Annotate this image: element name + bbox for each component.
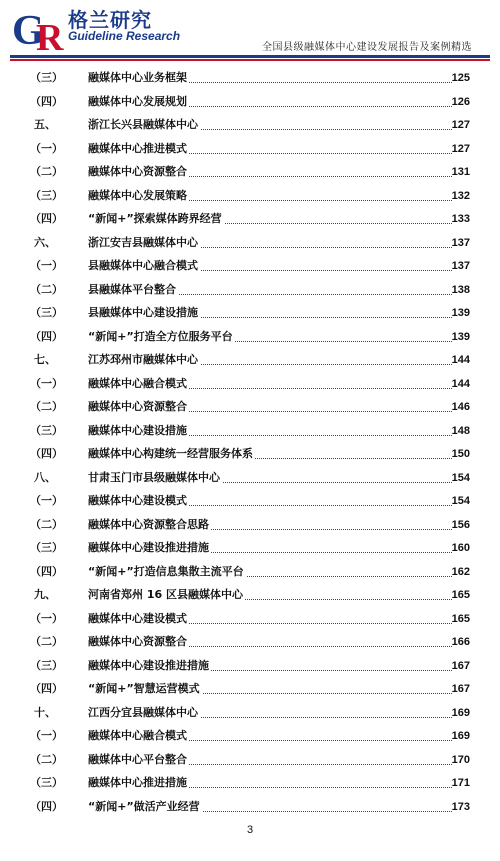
toc-entry-page: 146 xyxy=(451,401,470,413)
toc-entry-number: （二） xyxy=(30,635,63,648)
toc-entry-page: 137 xyxy=(451,236,470,249)
toc-entry-title: 融媒体中心建设模式 xyxy=(88,609,189,629)
toc-entry-page: 167 xyxy=(451,683,470,695)
toc-entry[interactable] xyxy=(0,303,500,323)
toc-entry[interactable] xyxy=(0,797,500,817)
toc-entry-page: 165 xyxy=(451,589,470,601)
toc-entry-page: 154 xyxy=(451,495,470,507)
toc-entry-title: 浙江安吉县融媒体中心 xyxy=(88,233,200,253)
toc-entry-title: 融媒体中心资源整合思路 xyxy=(88,515,211,535)
toc-entry[interactable] xyxy=(0,139,500,159)
toc-entry[interactable] xyxy=(0,538,500,558)
toc-entry[interactable] xyxy=(0,632,500,652)
toc-entry-title: 融媒体中心建设推进措施 xyxy=(88,656,211,676)
toc-entry-title: 融媒体中心发展规划 xyxy=(88,92,189,112)
toc-entry[interactable] xyxy=(0,350,500,370)
toc-entry-page: 138 xyxy=(451,283,470,296)
toc-entry-page: 148 xyxy=(451,424,470,437)
toc-entry[interactable] xyxy=(0,656,500,676)
toc-entry-title: 甘肃玉门市县级融媒体中心 xyxy=(88,468,222,488)
toc-entry-title: 融媒体中心业务框架 xyxy=(88,68,189,88)
toc-entry[interactable] xyxy=(0,68,500,88)
toc-entry-title: 浙江长兴县融媒体中心 xyxy=(88,115,200,135)
toc-entry-page: 125 xyxy=(451,72,470,84)
toc-entry[interactable] xyxy=(0,679,500,699)
toc-entry-page: 170 xyxy=(451,753,470,766)
toc-entry-page: 139 xyxy=(451,330,470,343)
toc-entry[interactable] xyxy=(0,421,500,441)
toc-entry-title: 融媒体中心融合模式 xyxy=(88,726,189,746)
toc-entry-number: （四） xyxy=(30,94,63,108)
toc-entry-number: （四） xyxy=(30,212,63,225)
toc-entry-title: 融媒体中心推进措施 xyxy=(88,773,189,793)
toc-entry[interactable] xyxy=(0,186,500,206)
toc-entry-page: 166 xyxy=(451,636,470,648)
toc-entry-page: 167 xyxy=(451,659,470,672)
header-divider-blue xyxy=(10,55,490,58)
toc-entry-title: 融媒体中心平台整合 xyxy=(88,750,189,770)
toc-entry[interactable] xyxy=(0,726,500,746)
toc-entry-number: （一） xyxy=(30,376,63,390)
toc-entry-page: 162 xyxy=(451,565,470,578)
toc-entry-number: （一） xyxy=(30,611,63,625)
logo-chinese-text: 格兰研究 xyxy=(68,8,152,32)
toc-entry-title: “新闻+”打造全方位服务平台 xyxy=(88,327,235,347)
toc-entry-title: 江苏邳州市融媒体中心 xyxy=(88,350,200,370)
toc-entry-page: 169 xyxy=(451,730,470,742)
toc-entry-page: 150 xyxy=(451,448,470,460)
toc-entry-title: 融媒体中心推进模式 xyxy=(88,139,189,159)
toc-entry-page: 144 xyxy=(451,377,470,390)
toc-entry[interactable] xyxy=(0,609,500,629)
toc-entry-number: （三） xyxy=(30,306,63,319)
toc-entry-page: 127 xyxy=(451,142,470,155)
toc-entry[interactable] xyxy=(0,515,500,535)
svg-text:R: R xyxy=(36,17,64,52)
toc-entry[interactable] xyxy=(0,773,500,793)
toc-entry-number: （四） xyxy=(30,682,63,695)
toc-entry-number: （二） xyxy=(30,400,63,413)
toc-entry-page: 139 xyxy=(451,307,470,319)
toc-entry-page: 169 xyxy=(451,706,470,719)
toc-entry-title: 江西分宜县融媒体中心 xyxy=(88,703,200,723)
toc-entry-title: 融媒体中心建设措施 xyxy=(88,421,189,441)
toc-entry[interactable] xyxy=(0,468,500,488)
toc-entry-title: 融媒体中心资源整合 xyxy=(88,162,189,182)
toc-entry[interactable] xyxy=(0,327,500,347)
toc-entry[interactable] xyxy=(0,92,500,112)
toc-entry-page: 171 xyxy=(451,777,470,789)
toc-entry-title: 融媒体中心建设模式 xyxy=(88,491,189,511)
toc-entry-number: （二） xyxy=(30,752,63,766)
toc-entry-number: 七、 xyxy=(34,353,56,366)
toc-entry-title: “新闻+”打造信息集散主流平台 xyxy=(88,562,246,582)
toc-entry-page: 154 xyxy=(451,471,470,484)
header-divider-red xyxy=(10,59,490,61)
toc-entry-page: 131 xyxy=(451,166,470,178)
toc-entry[interactable] xyxy=(0,209,500,229)
toc-entry-number: （四） xyxy=(30,447,63,460)
toc-entry-number: （三） xyxy=(30,658,63,672)
toc-entry-number: （四） xyxy=(30,329,63,343)
svg-text:G: G xyxy=(12,8,45,52)
report-title: 全国县级融媒体中心建设发展报告及案例精选 xyxy=(262,42,472,53)
toc-entry-number: （二） xyxy=(30,517,63,531)
toc-entry-page: 132 xyxy=(451,189,470,202)
toc-entry-page: 127 xyxy=(451,119,470,131)
toc-entry-number: （二） xyxy=(30,165,63,178)
toc-entry[interactable] xyxy=(0,280,500,300)
toc-entry-title: 河南省郑州 16 区县融媒体中心 xyxy=(88,585,245,605)
toc-entry-number: （二） xyxy=(30,282,63,296)
toc-entry[interactable] xyxy=(0,397,500,417)
page-number: 3 xyxy=(246,824,254,836)
toc-entry-title: 融媒体中心资源整合 xyxy=(88,632,189,652)
toc-entry[interactable] xyxy=(0,162,500,182)
toc-entry[interactable] xyxy=(0,256,500,276)
toc-entry-page: 137 xyxy=(451,260,470,272)
toc-entry[interactable] xyxy=(0,750,500,770)
toc-entry-number: （三） xyxy=(30,541,63,554)
toc-entry-number: （三） xyxy=(30,423,63,437)
toc-entry-title: 融媒体中心融合模式 xyxy=(88,374,189,394)
toc-entry-page: 133 xyxy=(451,213,470,225)
toc-entry-number: 六、 xyxy=(34,235,56,249)
toc-entry-number: （四） xyxy=(30,564,63,578)
toc-entry-number: （三） xyxy=(30,188,63,202)
toc-entry-title: 融媒体中心发展策略 xyxy=(88,186,189,206)
toc-entry[interactable] xyxy=(0,491,500,511)
toc-entry-page: 160 xyxy=(451,542,470,554)
toc-entry[interactable] xyxy=(0,233,500,253)
page-header xyxy=(0,0,500,62)
toc-entry-number: （一） xyxy=(30,729,63,742)
toc-entry-number: 九、 xyxy=(34,588,56,601)
toc-entry-title: 融媒体中心构建统一经营服务体系 xyxy=(88,444,255,464)
toc-entry-title: “新闻+”智慧运营模式 xyxy=(88,679,202,699)
toc-entry-page: 126 xyxy=(451,95,470,108)
toc-entry-title: 县融媒体中心建设措施 xyxy=(88,303,200,323)
toc-entry-number: 五、 xyxy=(34,118,56,131)
toc-entry[interactable] xyxy=(0,562,500,582)
toc-entry-number: （一） xyxy=(30,141,63,155)
toc-entry-title: “新闻+”做活产业经营 xyxy=(88,797,202,817)
toc-entry-number: 十、 xyxy=(34,705,56,719)
toc-entry-title: 融媒体中心资源整合 xyxy=(88,397,189,417)
toc-entry-number: （一） xyxy=(30,494,63,507)
toc-entry-title: 县融媒体平台整合 xyxy=(88,280,178,300)
toc-entry-number: （四） xyxy=(30,799,63,813)
toc-entry-page: 144 xyxy=(451,354,470,366)
logo-english-text: Guideline Research xyxy=(68,29,181,43)
toc-entry-number: （三） xyxy=(30,71,63,84)
toc-entry-number: （一） xyxy=(30,259,63,272)
toc-entry-title: 县融媒体中心融合模式 xyxy=(88,256,200,276)
toc-entry-title: 融媒体中心建设推进措施 xyxy=(88,538,211,558)
toc-entry[interactable] xyxy=(0,115,500,135)
toc-entry[interactable] xyxy=(0,444,500,464)
toc-entry-page: 173 xyxy=(451,800,470,813)
toc-entry-page: 156 xyxy=(451,518,470,531)
toc-entry-title: “新闻+”探索媒体跨界经营 xyxy=(88,209,224,229)
toc-entry[interactable] xyxy=(0,374,500,394)
toc-entry-number: （三） xyxy=(30,776,63,789)
toc-entry-number: 八、 xyxy=(34,470,56,484)
toc-entry-page: 165 xyxy=(451,612,470,625)
toc-entry[interactable] xyxy=(0,585,500,605)
toc-entry[interactable] xyxy=(0,703,500,723)
